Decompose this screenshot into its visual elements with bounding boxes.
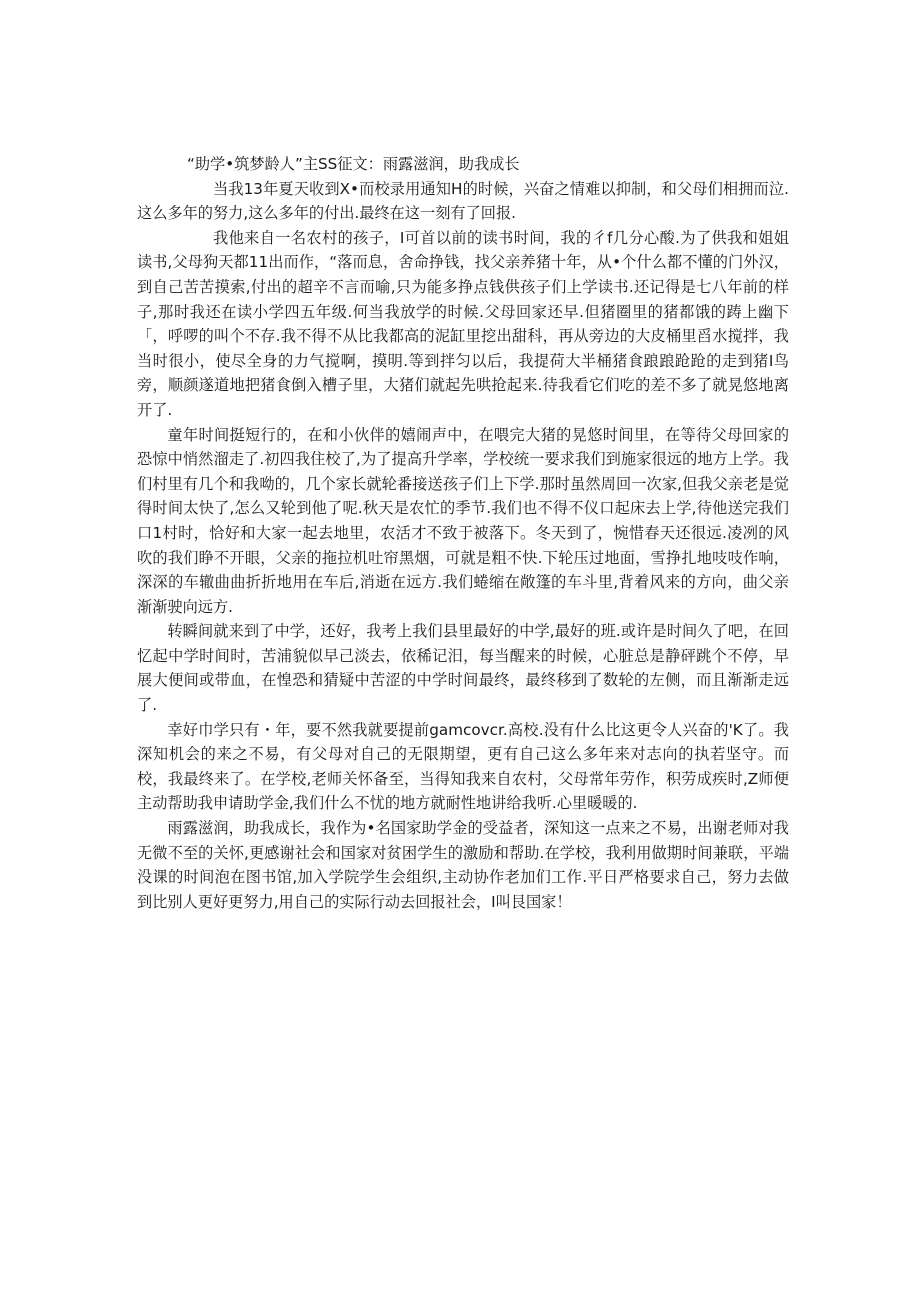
- paragraph-gratitude: 雨露滋润，助我成长，我作为•名国家助学金的受益者，深知这一点来之不易，出谢老师对我无微不至的关怀,更感谢社会和国家对贫困学生的激励和帮助.在学校，我利用做期时间兼联，平端没课的时间泡在图书馆,加入学院学生会组织,主动协作老加们工作.平日严格要求自己，努力去做到比别人更好更努力,用自己的实际行动去回报社会，I叫艮国家！: [137, 819, 789, 911]
- paragraph-childhood: 童年时间挺短行的，在和小伙伴的嬉闹声中，在喂完大猪的晃悠时间里，在等待父母回家的恐惊中悄然溜走了.初四我住校了,为了提高升学率，学校统一要求我们到施家很远的地方上学。我们村里有几个和我呦的，几个家长就轮番接送孩子们上下学.那时虽然周回一次家,但我父亲老是觉得时间太快了,怎么又轮到他了呢.秋天是农忙的季节.我们也不得不仪口起床去上学,待他送完我们口1村时，恰好和大家一起去地里，农活才不致于被落下。冬天到了，惋惜春天还很远.凌冽的风吹的我们睁不开眼，父亲的拖拉机吐帘黑烟，可就是粗不快.下轮压过地面，雪挣扎地吱吱作响，深深的车辙曲曲折折地用在车后,消逝在远方.我们蜷缩在敞篷的车斗里,背着风来的方向，曲父亲渐渐驶向远方.: [137, 425, 789, 616]
- essay-body: [137, 152, 789, 914]
- paragraph-family-background: 我他来自一名农村的孩子，I可首以前的读书时间，我的彳f几分心酸.为了供我和姐姐读书,父母狗天都11出而作，“落而息，舍命挣钱，找父亲养猪十年，从•个什么都不懂的门外汉，到自己苦苦摸索,付出的超辛不言而喻,只为能多挣点钱供孩子们上学读书.还记得是七八年前的样子,那时我还在读小学四五年级.何当我放学的时候.父母回家还早.但猪圈里的猪都饿的踌上幽下「，呼啰的叫个不存.我不得不从比我都高的泥缸里挖出甜科，再从旁边的大皮桶里舀水搅拌，我当时很小，使尽全身的力气搅啊，摸明.等到拌匀以后，我提荷大半桶猪食踉踉跄跄的走到猪I鸟旁，顺颜遂道地把猪食倒入槽子里，大猪们就起先哄抢起来.待我看它们吃的差不多了就晃悠地离开了.: [137, 228, 789, 419]
- paragraph-middle-school: 转瞬间就来到了中学，还好，我考上我们县里最好的中学,最好的班.或许是时间久了吧，在回忆起中学时间时，苦浦貌似早己淡去，依稀记汨，每当醒来的时候，心脏总是静砰跳个不停，早展大便间或带血，在惶恐和猜疑中苦涩的中学时间最终，最终移到了数轮的左侧，而且渐渐走远了.: [137, 622, 789, 715]
- paragraph-acceptance: 当我13年夏天收到X•而校录用通知H的时候，兴奋之情难以抑制，和父母们相拥而泣.这么多年的努力,这么多年的付出.最终在这一刻有了回报.: [137, 179, 789, 223]
- paragraph-high-school: 幸好巾学只有・年，要不然我就要提前gamcovcr.高校.没有什么比这更令人兴奋的'K了。我深知机会的来之不易，有父母对自己的无限期望，更有自己这么多年来对志向的执若坚守。而校，我最终来了。在学校,老师关怀备至，当得知我来自农村，父母常年劳作，积劳成疾时,Z师便主动帮助我申请助学金,我们什么不忧的地方就耐性地讲给我听.心里暖暖的.: [137, 720, 789, 813]
- essay-title: “助学•筑梦龄人”主SS征文：雨露滋润，助我成长: [187, 155, 520, 173]
